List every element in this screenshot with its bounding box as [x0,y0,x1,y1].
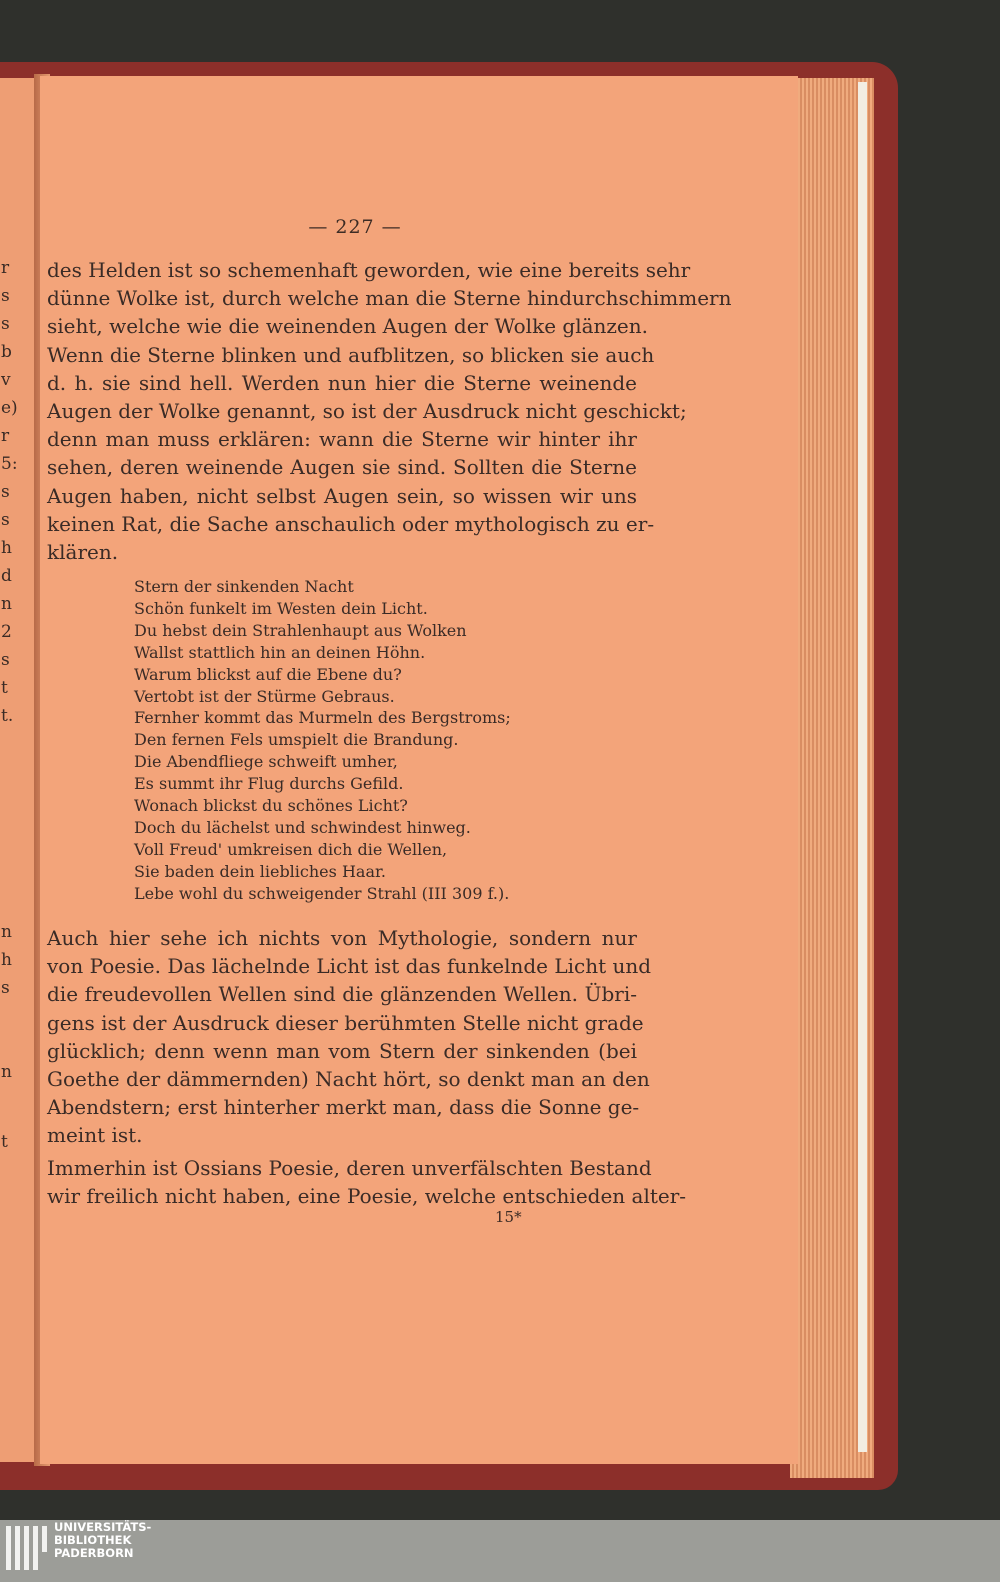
poem-line: Du hebst dein Strahlenhaupt aus Wolken [134,620,467,640]
paragraph-3 [47,1154,687,1210]
left-page-fragment: b [1,342,12,362]
text-line: glücklich; denn wenn man vom Stern der sinkenden (bei [47,1038,637,1063]
right-page [40,76,798,1464]
left-page-fragment: n [1,594,12,614]
left-page-fragment: s [1,510,10,530]
text-line: des Helden ist so schemenhaft geworden, wie eine bereits sehr [47,258,691,282]
poem-line: Wonach blickst du schönes Licht? [134,796,408,816]
left-page-fragment: n [1,922,12,942]
left-page-fragment: t. [1,706,14,726]
text-line: Abendstern; erst hinterher merkt man, dass die Sonne ge- [47,1095,640,1120]
poem-block [134,576,594,905]
poem-line: Lebe wohl du schweigender Strahl (III 309 f.). [134,883,510,903]
logo-line: BIBLIOTHEK [54,1533,132,1547]
left-page-fragment: s [1,314,10,334]
text-line: meint ist. [47,1123,143,1148]
left-page-fragment: d [1,566,12,586]
poem-line: Wallst stattlich hin an deinen Höhn. [134,642,426,662]
poem-line: Warum blickst auf die Ebene du? [134,664,402,684]
poem-line: Voll Freud' umkreisen dich die Wellen, [134,839,448,859]
text-line: von Poesie. Das lächelnde Licht ist das funkelnde Licht und [47,954,652,979]
left-page-fragment: s [1,650,10,670]
text-line: sieht, welche wie die weinenden Augen der Wolke glänzen. [47,314,649,339]
text-line: gens ist der Ausdruck dieser berühmten Stelle nicht grade [47,1010,644,1035]
printer-signature: 15* [495,1208,522,1226]
text-line: Immerhin ist Ossians Poesie, deren unverfälschten Bestand [47,1156,652,1180]
left-page-fragment: r [1,426,10,446]
logo-line: PADERBORN [54,1546,134,1560]
text-line: denn man muss erklären: wann die Sterne wir hinter ihr [47,427,637,452]
text-line: Auch hier sehe ich nichts von Mythologie, sondern nur [47,926,637,950]
footer-bar [0,1520,1000,1582]
text-line: klären. [47,540,119,565]
text-line: keinen Rat, die Sache anschaulich oder mythologisch zu er- [47,511,655,536]
page-edge-highlight [858,82,867,1452]
left-page-fragment: h [1,538,12,558]
left-page-fragment: s [1,978,10,998]
left-page-fragment: t [1,678,8,698]
left-page-fragment: s [1,482,10,502]
left-page-fragment: e) [1,398,18,418]
poem-line: Fernher kommt das Murmeln des Bergstroms; [134,708,511,728]
left-page-fragment: 5: [1,454,18,474]
poem-line: Doch du lächelst und schwindest hinweg. [134,817,471,837]
left-page-text-fragments [0,78,18,1152]
text-line: dünne Wolke ist, durch welche man die Sterne hindurchschimmern [47,286,732,311]
paragraph-1 [47,256,732,566]
text-line: Augen haben, nicht selbst Augen sein, so wissen wir uns [47,483,637,508]
poem-line: Stern der sinkenden Nacht [134,577,354,596]
library-logo-text [54,1521,151,1560]
poem-line: Es summt ihr Flug durchs Gefild. [134,774,404,794]
poem-line: Die Abendfliege schweift umher, [134,752,398,772]
text-line: Wenn die Sterne blinken und aufblitzen, so blicken sie auch [47,342,655,367]
poem-line: Vertobt ist der Stürme Gebraus. [134,686,395,706]
text-line: wir freilich nicht haben, eine Poesie, welche entschieden alter- [47,1184,687,1209]
poem-line: Schön funkelt im Westen dein Licht. [134,598,428,618]
page-number: — 227 — [308,216,402,238]
library-bars-icon [6,1526,48,1576]
text-line: sehen, deren weinende Augen sie sind. Sollten die Sterne [47,455,637,480]
text-line: Augen der Wolke genannt, so ist der Ausdruck nicht geschickt; [47,399,687,424]
left-page-fragment: s [1,286,10,306]
left-page [0,78,36,1462]
text-line: d. h. sie sind hell. Werden nun hier die Sterne weinende [47,370,637,395]
left-page-fragment: r [1,258,10,278]
left-page-fragment: h [1,950,12,970]
paragraph-2 [47,924,652,1150]
left-page-fragment: 2 [1,622,12,642]
text-line: die freudevollen Wellen sind die glänzenden Wellen. Übri- [47,982,637,1007]
logo-line: UNIVERSITÄTS- [54,1520,152,1534]
text-line: Goethe der dämmernden) Nacht hört, so denkt man an den [47,1067,650,1092]
left-page-fragment: v [1,370,11,390]
poem-line: Sie baden dein liebliches Haar. [134,861,386,881]
left-page-fragment: t [1,1132,8,1152]
left-page-fragment: n [1,1062,12,1082]
poem-line: Den fernen Fels umspielt die Brandung. [134,730,459,750]
